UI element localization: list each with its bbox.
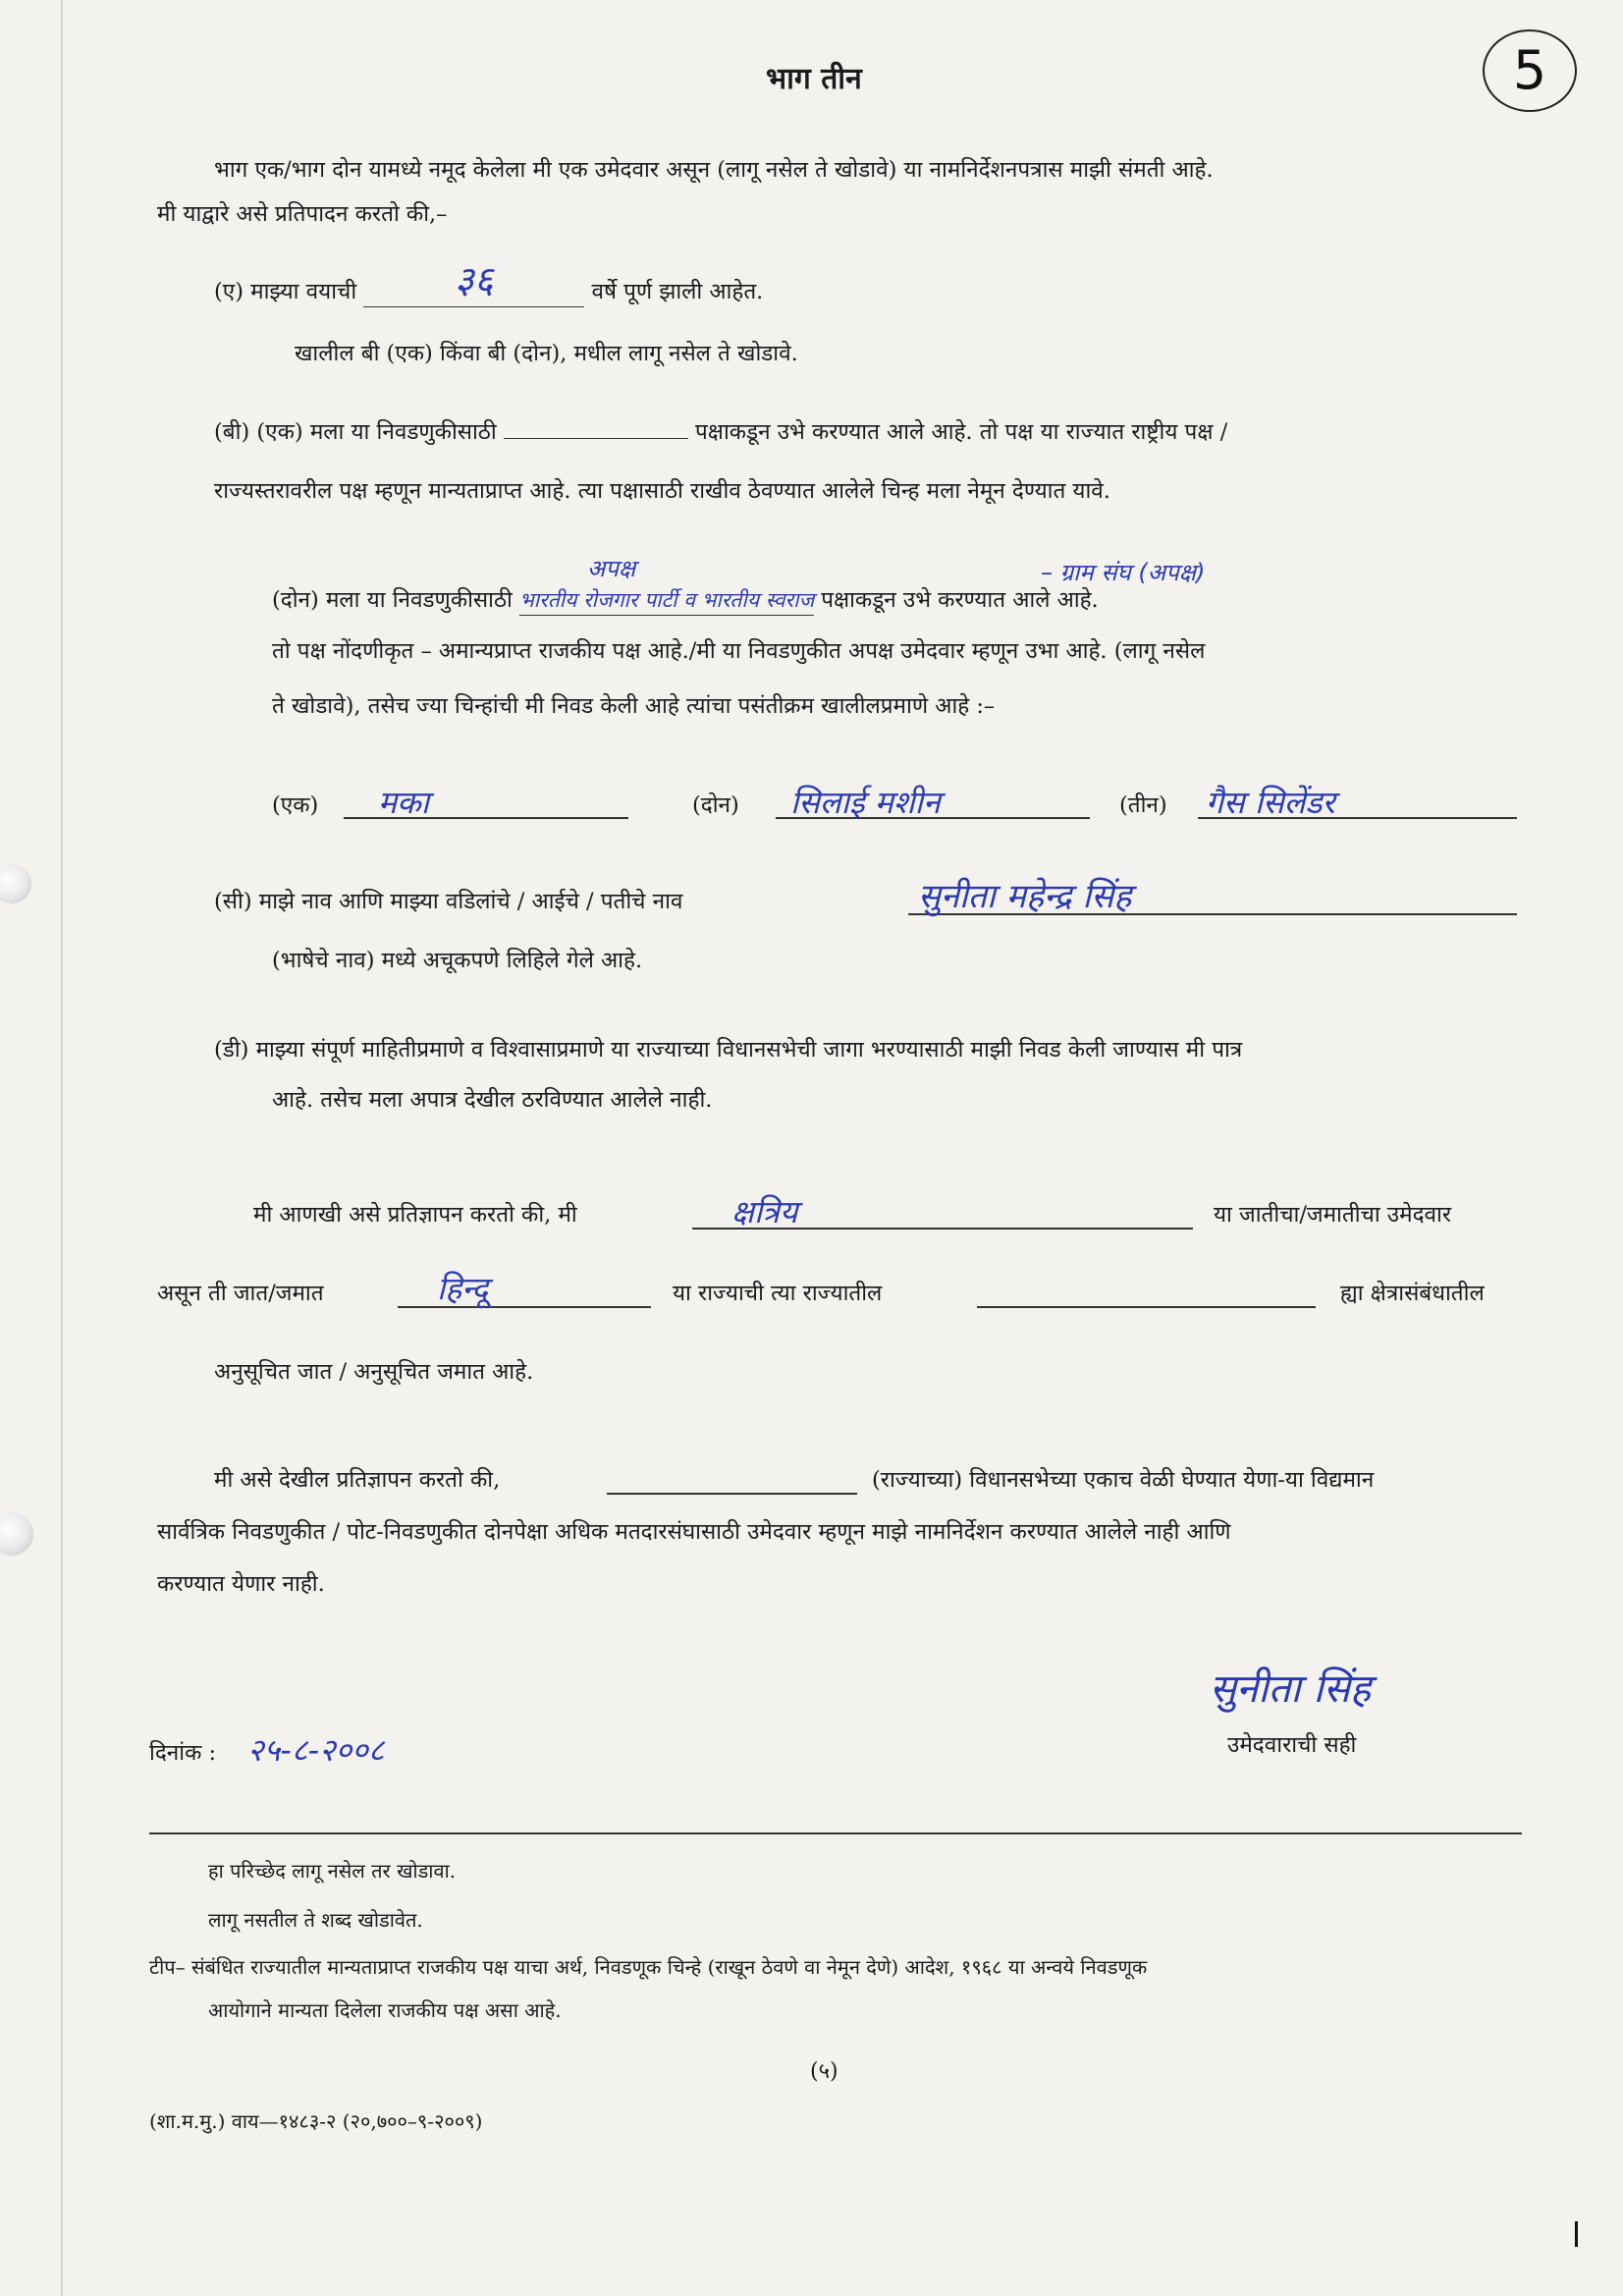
affirm-line-3: करण्यात येणार नाही. <box>157 1571 325 1597</box>
b1-suffix: पक्षाकडून उभे करण्यात आले आहे. तो पक्ष या राज्यात राष्ट्रीय पक्ष / <box>695 419 1228 445</box>
b1-line-1 <box>214 417 1227 447</box>
age-value: ३६ <box>455 258 494 301</box>
b2-suffix: पक्षाकडून उभे करण्यात आले आहे. <box>821 587 1099 613</box>
symbol-three-value: गैस सिलेंडर <box>1206 784 1335 821</box>
affirm-line-1-suffix: (राज्याच्या) विधानसभेच्या एकाच वेळी घेण्यात येणा-या विद्यमान <box>872 1467 1375 1493</box>
age-suffix: वर्षे पूर्ण झाली आहेत. <box>591 279 764 304</box>
b2-party-value: भारतीय रोजगार पार्टी व भारतीय स्वराज <box>519 588 815 612</box>
b1-line-2: राज्यस्तरावरील पक्ष म्हणून मान्यताप्राप्त आहे. त्या पक्षासाठी राखीव ठेवण्यात आलेले चिन्ह मला नेमून देण्यात यावे. <box>214 478 1110 504</box>
symbol-two-value: सिलाई मशीन <box>790 784 941 821</box>
date-label: दिनांक : <box>149 1740 217 1766</box>
caste-line-2-blank-1 <box>398 1306 651 1308</box>
page-footer-number: (५) <box>810 2059 839 2084</box>
page-title: भाग तीन <box>766 62 862 96</box>
date-value: २५-८-२००८ <box>247 1731 385 1769</box>
caste-line-2-prefix: असून ती जात/जमात <box>157 1281 324 1306</box>
symbol-two-label: (दोन) <box>692 793 739 818</box>
signature-label: उमेदवाराची सही <box>1227 1732 1357 1758</box>
d-line-1: (डी) माझ्या संपूर्ण माहितीप्रमाणे व विश्वासाप्रमाणे या राज्याच्या विधानसभेची जागा भरण्यासाठी माझी निवड केली जाण्यास मी पात्र <box>214 1037 1243 1063</box>
b2-line-2: तो पक्ष नोंदणीकृत – अमान्यप्राप्त राजकीय पक्ष आहे./मी या निवडणुकीत अपक्ष उमेदवार म्हणून उभा आहे. (लागू नसेल <box>272 638 1206 664</box>
affirm-line-2: सार्वत्रिक निवडणुकीत / पोट-निवडणुकीत दोनपेक्षा अधिक मतदारसंघासाठी उमेदवार म्हणून माझे नामनिर्देशन करण्यात आलेले नाही आणि <box>157 1519 1231 1545</box>
d-line-2: आहे. तसेच मला अपात्र देखील ठरविण्यात आलेले नाही. <box>272 1087 713 1113</box>
age-field <box>363 258 584 307</box>
footnote-3-line-2: आयोगाने मान्यता दिलेला राजकीय पक्ष असा आहे. <box>208 1998 562 2022</box>
b2-line-3: ते खोडावे), तसेच ज्या चिन्हांची मी निवड केली आहे त्यांचा पसंतीक्रम खालीलप्रमाणे आहे :– <box>272 693 996 719</box>
page-edge <box>61 0 63 2296</box>
symbol-one-label: (एक) <box>272 793 319 818</box>
caste-value: क्षत्रिय <box>731 1193 798 1230</box>
circled-page-number <box>1483 29 1577 112</box>
b2-handwritten-above-left: अपक्ष <box>587 555 636 582</box>
b2-line-1 <box>272 585 1099 616</box>
footnote-3-line-1: टीप– संबंधित राज्यातील मान्यताप्राप्त राजकीय पक्ष याचा अर्थ, निवडणूक चिन्हे (राखून ठेवणे वा नेमून देणे) आदेश, १९६८ या अन्वये निवडणूक <box>149 1955 1148 1979</box>
caste-line-2-suffix: ह्या क्षेत्रासंबंधातील <box>1340 1281 1485 1306</box>
caste-prefix: मी आणखी असे प्रतिज्ञापन करतो की, मी <box>253 1202 577 1228</box>
footnote-2: लागू नसतील ते शब्द खोडावेत. <box>208 1908 423 1932</box>
edge-mark-right <box>1575 2221 1578 2247</box>
print-code: (शा.म.मु.) वाय—१४८३-२ (२०,७००–९-२००९) <box>149 2109 483 2133</box>
symbol-three-label: (तीन) <box>1119 793 1167 818</box>
footnote-divider <box>149 1832 1522 1834</box>
c-name-value: सुनीता महेन्द्र सिंह <box>918 877 1132 916</box>
circled-page-number-text: 5 <box>1512 39 1547 101</box>
symbol-one-value: मका <box>378 784 430 821</box>
caste-line-2-mid: या राज्याची त्या राज्यातील <box>673 1281 883 1306</box>
b1-party-blank <box>504 437 688 439</box>
binder-hole-mid <box>0 1512 33 1556</box>
b2-party-field <box>519 585 814 616</box>
intro-line-2: मी याद्वारे असे प्रतिपादन करतो की,– <box>157 201 448 227</box>
affirm-line-1-blank <box>607 1493 857 1495</box>
age-prefix: (ए) माझ्या वयाची <box>214 279 357 304</box>
strike-note: खालील बी (एक) किंवा बी (दोन), मधील लागू नसेल ते खोडावे. <box>295 341 798 366</box>
caste-line-2-blank-2 <box>977 1306 1316 1308</box>
intro-line-1: भाग एक/भाग दोन यामध्ये नमूद केलेला मी एक उमेदवार असून (लागू नसेल ते खोडावे) या नामनिर्देशनपत्रास माझी संमती आहे. <box>214 157 1214 183</box>
binder-hole-top <box>0 864 31 903</box>
caste-line-3: अनुसूचित जात / अनुसूचित जमात आहे. <box>214 1359 534 1385</box>
footnote-1: हा परिच्छेद लागू नसेल तर खोडावा. <box>208 1859 457 1883</box>
b1-prefix: (बी) (एक) मला या निवडणुकीसाठी <box>214 419 497 445</box>
caste-line-2-value: हिन्दू <box>437 1270 489 1307</box>
b2-handwritten-above-right: – ग्राम संघ (अपक्ष) <box>1041 559 1206 586</box>
signature-handwritten: सुनीता सिंह <box>1210 1667 1372 1712</box>
c-line-2: (भाषेचे नाव) मध्ये अचूकपणे लिहिले गेले आहे. <box>272 948 643 973</box>
b2-prefix: (दोन) मला या निवडणुकीसाठी <box>272 587 513 613</box>
c-prefix: (सी) माझे नाव आणि माझ्या वडिलांचे / आईचे / पतीचे नाव <box>214 889 683 914</box>
caste-suffix: या जातीचा/जमातीचा उमेदवार <box>1214 1202 1452 1228</box>
affirm-line-1-prefix: मी असे देखील प्रतिज्ञापन करतो की, <box>214 1467 501 1493</box>
age-line <box>214 258 764 307</box>
